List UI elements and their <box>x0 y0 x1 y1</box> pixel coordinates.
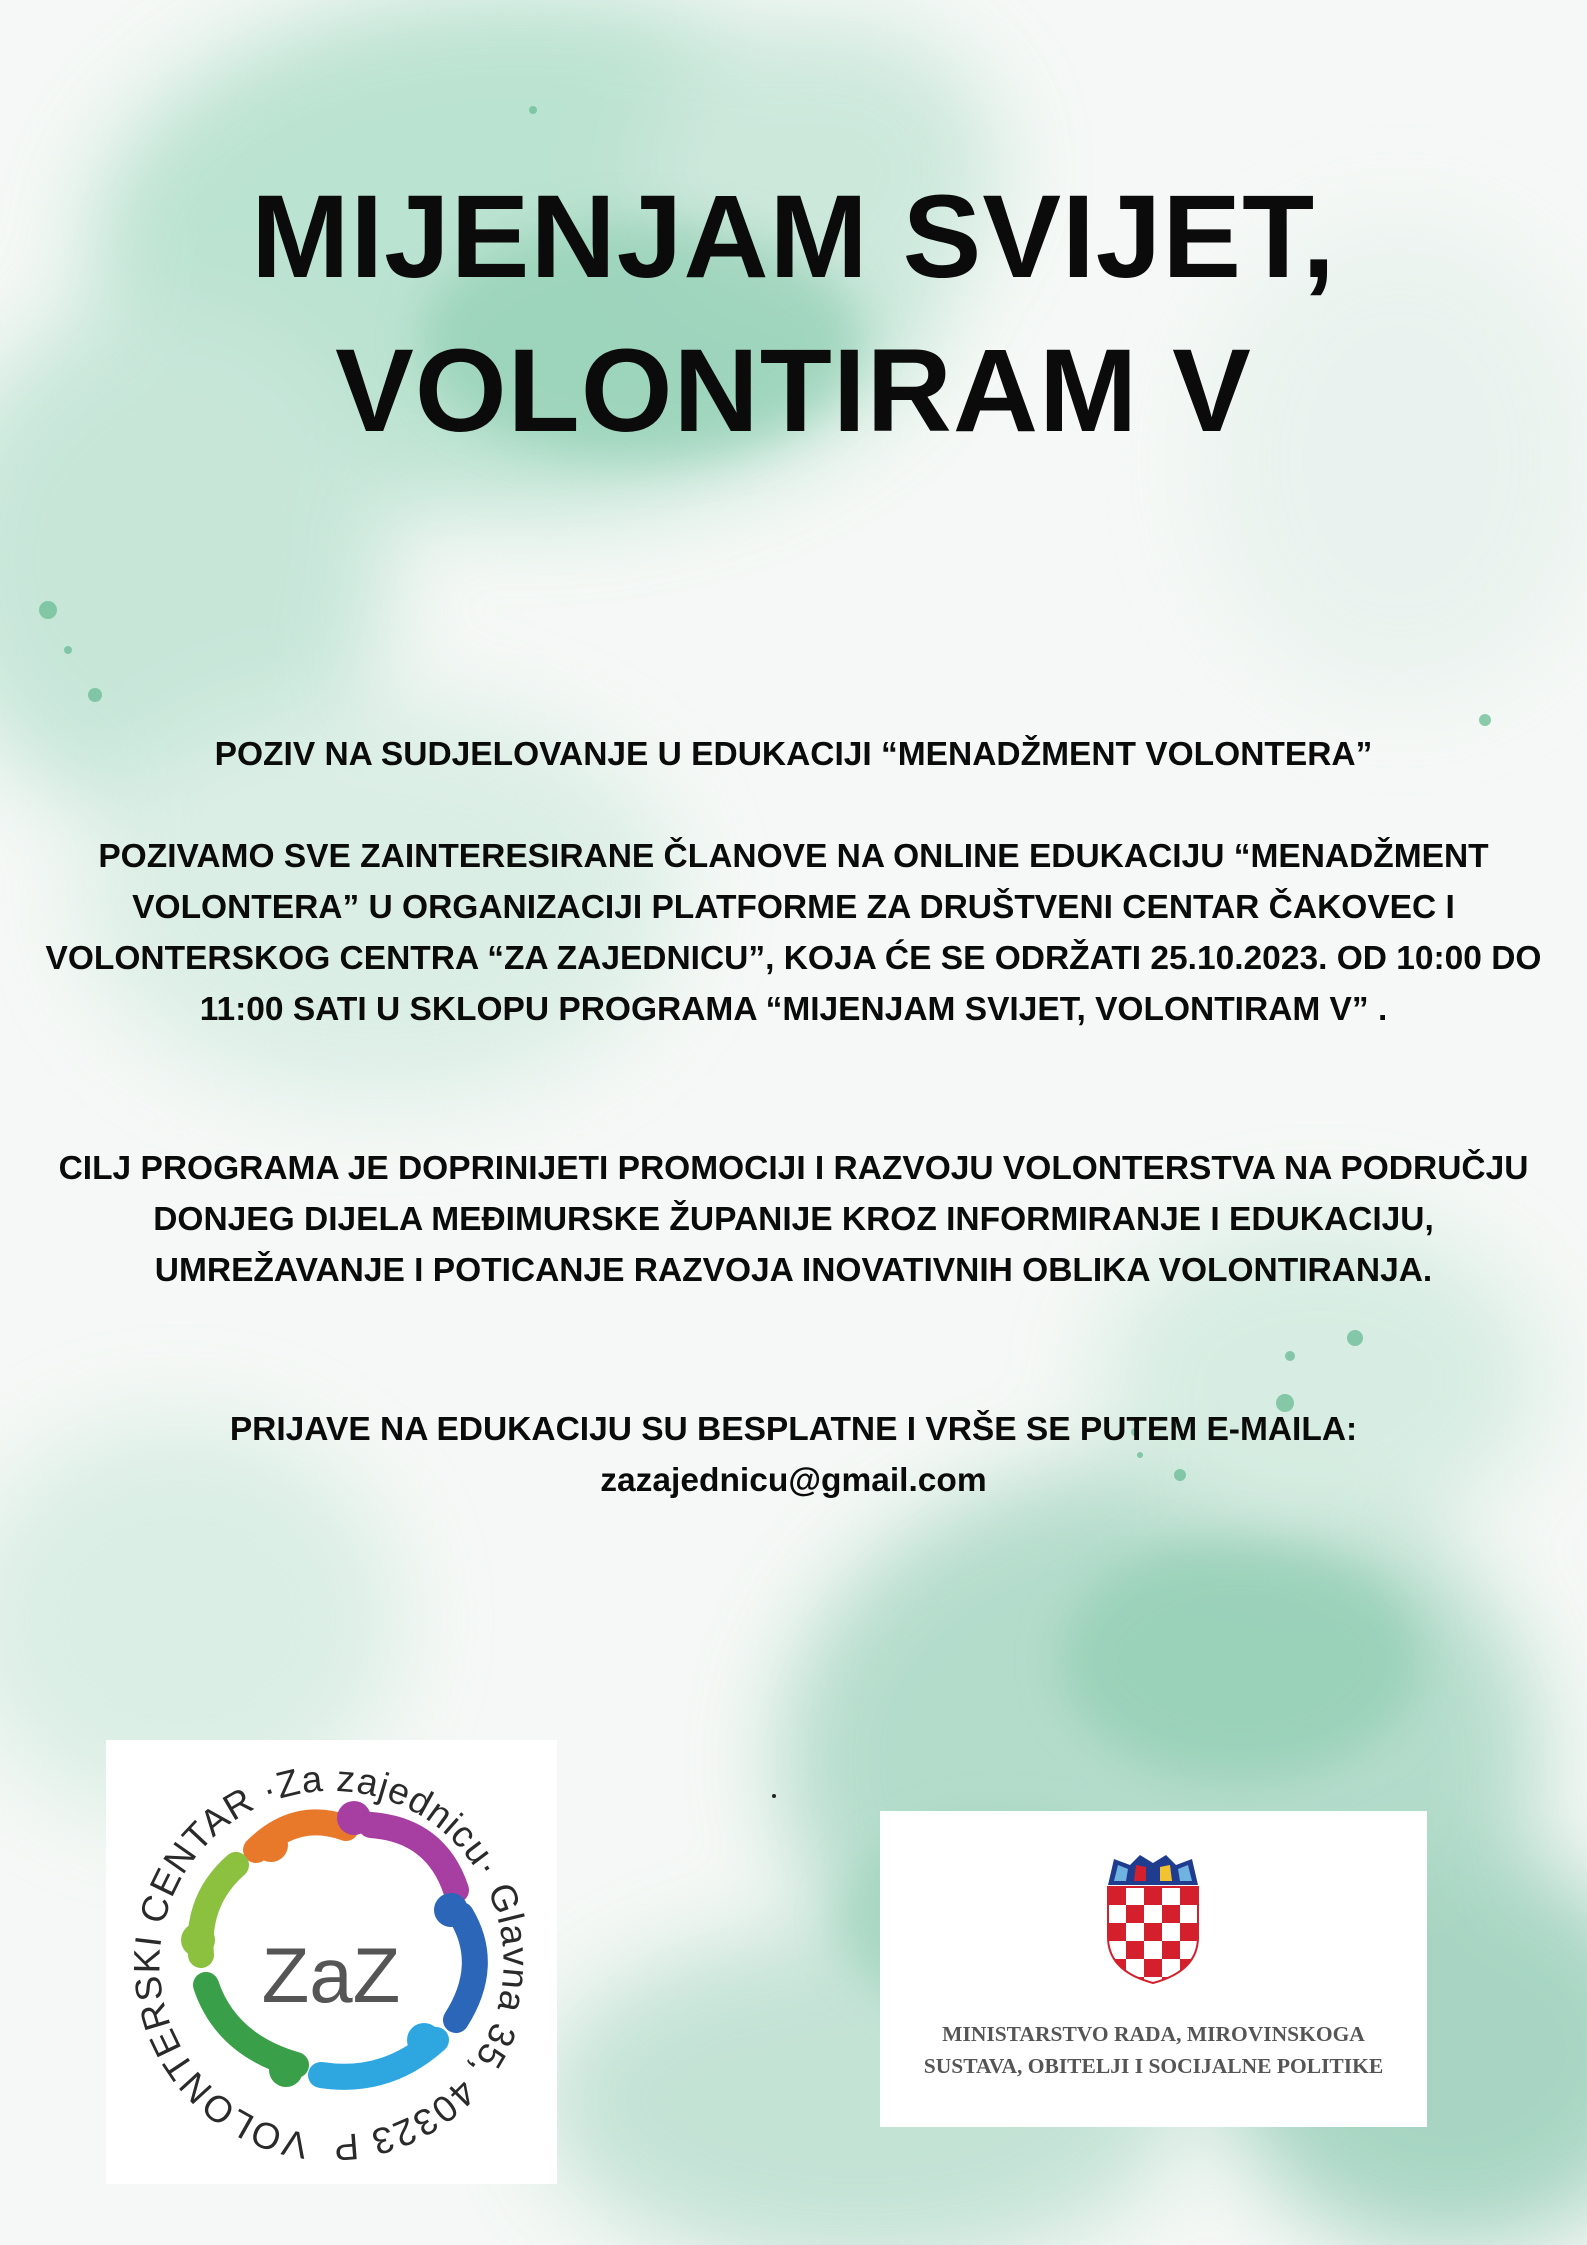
contact-email[interactable]: zazajednicu@gmail.com <box>600 1462 987 1499</box>
shield-square <box>1144 1923 1162 1941</box>
zaz-logo-graphic <box>106 1740 557 2184</box>
zaz-center-text: ZaZ <box>261 1931 401 2019</box>
shield-square <box>1180 1977 1198 1985</box>
shield-square <box>1126 1887 1144 1905</box>
zaz-ring-text: VOLONTERSKI CENTAR ·Za zajednicu· Glavna 35, 40323 P <box>126 1757 537 2169</box>
head-lightblue <box>407 2023 441 2057</box>
decorative-dot <box>772 1794 776 1798</box>
signup-info: PRIJAVE NA EDUKACIJU SU BESPLATNE I VRŠE SE PUTEM E-MAILA: <box>229 1411 1358 1448</box>
shield-square <box>1108 1923 1126 1941</box>
shield-square <box>1108 1977 1126 1985</box>
zaz-logo <box>106 1740 557 2184</box>
program-goal: CILJ PROGRAMA JE DOPRINIJETI PROMOCIJI I RAZVOJU VOLONTERSTVA NA PODRUČJU DONJEG DIJELA MEĐIMURSKE ŽUPANIJE KROZ INFORMIRANJE I EDUKACIJU, UMREŽAVANJE I POTICANJE RAZVOJA INOVATIVNIH OBLIKA VOLONTIRANJA. <box>58 1150 1529 1289</box>
shield-square <box>1144 1905 1162 1923</box>
shield-square <box>1108 1887 1126 1905</box>
shield-square <box>1180 1923 1198 1941</box>
shield-square <box>1126 1959 1144 1977</box>
invite-heading: POZIV NA SUDJELOVANJE U EDUKACIJI “MENADŽMENT VOLONTERA” <box>214 736 1373 773</box>
shield-square <box>1162 1959 1180 1977</box>
head-green <box>269 2053 303 2087</box>
shield-square <box>1144 1941 1162 1959</box>
shield-square <box>1144 1959 1162 1977</box>
invite-body: POZIVAMO SVE ZAINTERESIRANE ČLANOVE NA ONLINE EDUKACIJU “MENADŽMENT VOLONTERA” U ORGANIZACIJI PLATFORME ZA DRUŠTVENI CENTAR ČAKOVEC I VOLONTERSKOG CENTRA “ZA ZAJEDNICU”, KOJA ĆE SE ODRŽATI 25.10.2023. OD 10:00 DO 11:00 SATI U SKLOPU PROGRAMA “MIJENJAM SVIJET, VOLONTIRAM V” . <box>45 838 1542 1028</box>
arc-darkblue <box>456 1915 475 2020</box>
croatian-coat-of-arms-icon <box>1104 1851 1202 1985</box>
shield-square <box>1144 1887 1162 1905</box>
shield-square <box>1180 1887 1198 1905</box>
shield-square <box>1126 1923 1144 1941</box>
shield-square <box>1162 1887 1180 1905</box>
ministry-logo <box>880 1811 1427 2127</box>
shield-square <box>1180 1905 1198 1923</box>
head-orange <box>254 1828 288 1862</box>
shield-square <box>1126 1941 1144 1959</box>
shield-square <box>1162 1923 1180 1941</box>
ministry-name: MINISTARSTVO RADA, MIROVINSKOGA SUSTAVA, OBITELJI I SOCIJALNE POLITIKE <box>923 2022 1384 2078</box>
head-purple <box>337 1801 371 1835</box>
head-lime <box>181 1923 215 1957</box>
shield-square <box>1126 1905 1144 1923</box>
poster-title: MIJENJAM SVIJET, VOLONTIRAM V <box>251 171 1336 457</box>
shield-square <box>1162 1905 1180 1923</box>
shield-square <box>1108 1905 1126 1923</box>
head-darkblue <box>434 1893 468 1927</box>
shield-square <box>1162 1941 1180 1959</box>
